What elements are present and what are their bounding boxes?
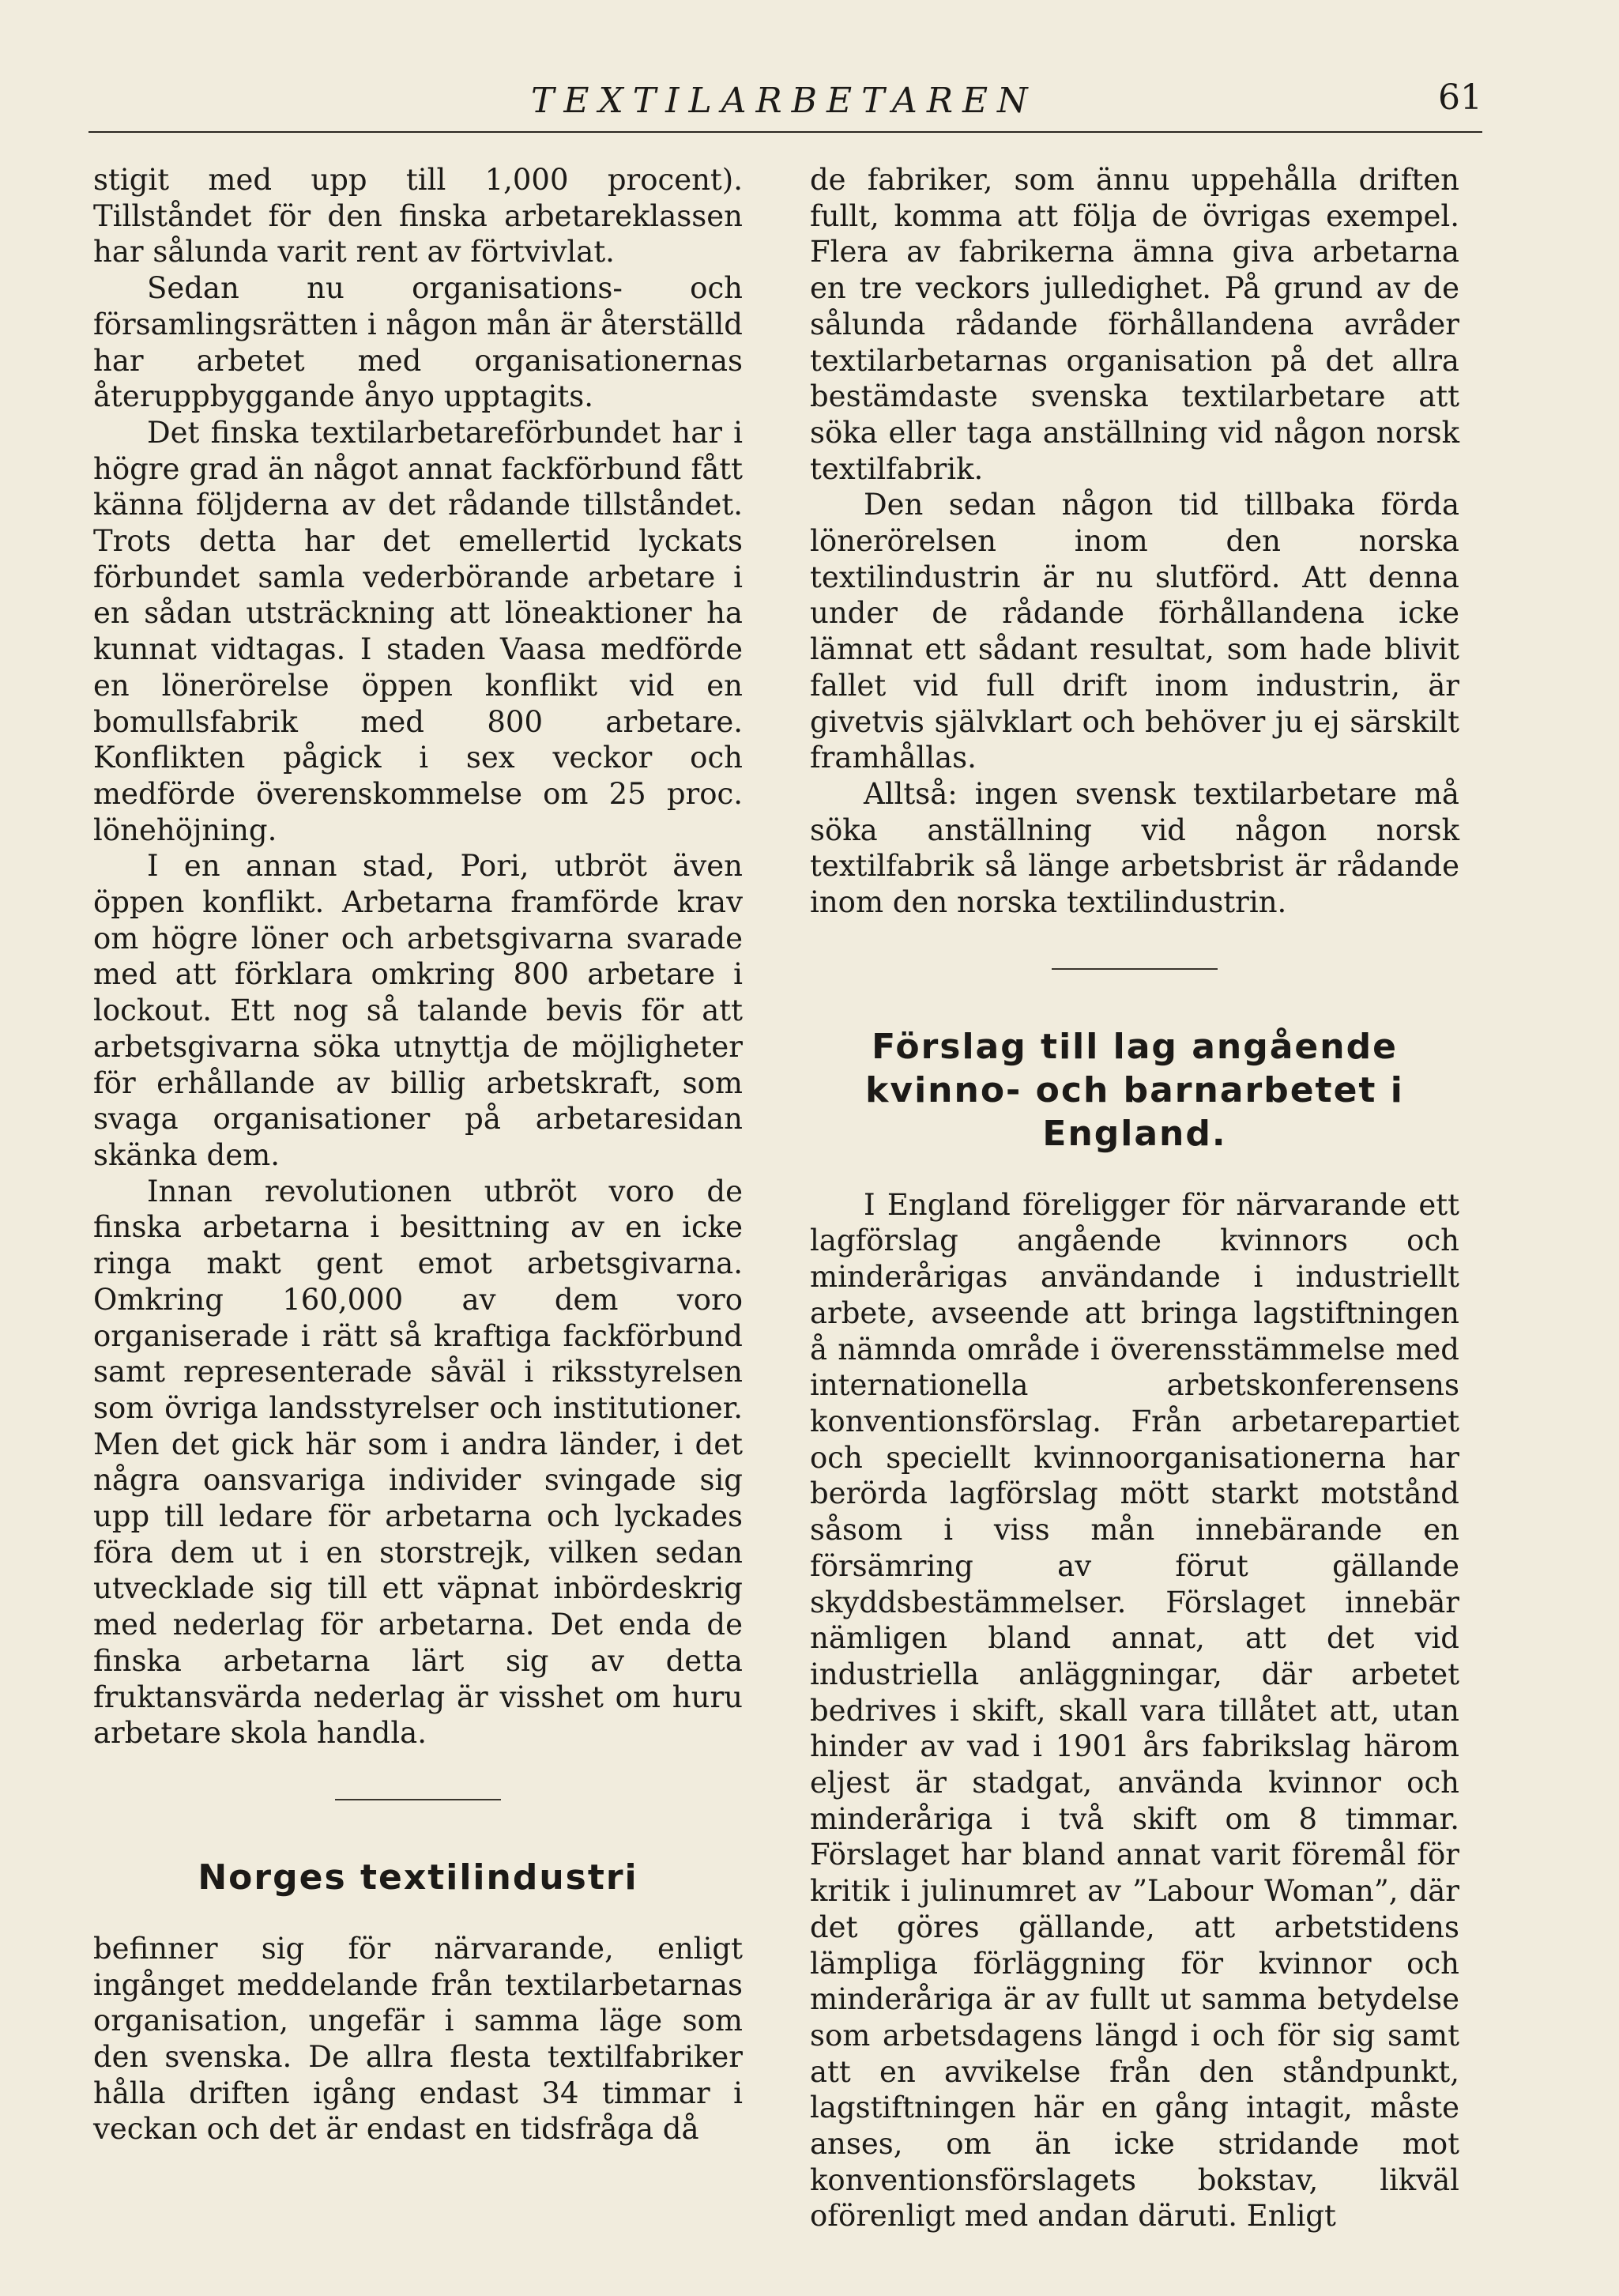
article-heading: Förslag till lag angående kvinno- och barnarbetet i England. [865, 1026, 1404, 1154]
paragraph: de fabriker, som ännu uppehålla driften fullt, komma att följa de övrigas exempel. Flera av fabrikerna ämna giva arbetarna en tre veckors julledighet. På grund av de sålunda rådande förhållandena avråder textilarbetarnas organisation på det allra bestämdaste svenska textilarbetare att söka eller taga anställning vid någon norsk textilfabrik. [810, 163, 1459, 486]
page-header [88, 76, 1482, 136]
section-heading: Norges textilindustri [198, 1857, 638, 1898]
paragraph: befinner sig för närvarande, enligt ingånget meddelande från textilarbetarnas organisation, ungefär i samma läge som den svenska. De allra flesta textilfabriker hålla driften igång endast 34 timmar i veckan och det är endast en tidsfråga då [93, 1931, 743, 2147]
journal-title: TEXTILARBETAREN [531, 81, 1037, 121]
paragraph: Den sedan någon tid tillbaka förda lönerörelsen inom den norska textilindustrin är nu slutförd. Att denna under de rådande förhållandena icke lämnat ett sådant resultat, som hade blivit fallet vid full drift inom industrin, är givetvis självklart och behöver ju ej särskilt framhållas. [810, 488, 1459, 775]
paragraph: I England föreligger för närvarande ett lagförslag angående kvinnors och minderårigas användande i industriellt arbete, avseende att bringa lagstiftningen å nämnda område i överensstämmelse med internationella arbetskonferensens konventionsförslag. Från arbetarepartiet och speciellt kvinnoorganisationerna har berörda lagförslag mött starkt motstånd såsom i viss mån innebärande en försämring av förut gällande skyddsbestämmelser. Förslaget innebär nämligen bland annat, att det vid industriella anläggningar, där arbetet bedrives i skift, skall vara tillåtet att, utan hinder av vad i 1901 års fabrikslag härom eljest är stadgat, använda kvinnor och minderåriga i två skift om 8 timmar. Förslaget har bland annat varit föremål för kritik i julinumret av ”Labour Woman”, där det göres gällande, att arbetstidens lämpliga förläggning för kvinnor och minderåriga är av fullt ut samma betydelse som arbetsdagens längd i och för sig samt att en avvikelse från den ståndpunkt, lagstiftningen här en gång intagit, måste anses, om än icke stridande mot konventionsförslagets bokstav, likväl oförenligt med andan däruti. Enligt [810, 1187, 1459, 2234]
section-divider [335, 1799, 501, 1800]
paragraph: stigit med upp till 1,000 procent). Tillståndet för den finska arbetareklassen har sålunda varit rent av förtvivlat. [93, 163, 743, 270]
right-column [810, 162, 1459, 2234]
paragraph: I en annan stad, Pori, utbröt även öppen konflikt. Arbetarna framförde krav om högre löner och arbetsgivarna svarade med att förklara omkring 800 arbetare i lockout. Ett nog så talande bevis för att arbetsgivarna söka utnyttja de möjligheter för erhållande av billig arbetskraft, som svaga organisationer på arbetaresidan skänka dem. [93, 849, 743, 1172]
page-number: 61 [1438, 77, 1482, 118]
paragraph: Sedan nu organisations- och församlingsrätten i någon mån är återställd har arbetet med organisationernas återuppbyggande ånyo upptagits. [93, 271, 743, 414]
header-rule [88, 131, 1482, 133]
section-divider [1052, 968, 1218, 970]
left-column [93, 162, 743, 2147]
paragraph: Det finska textilarbetareförbundet har i högre grad än något annat fackförbund fått känna följderna av det rådande tillståndet. Trots detta har det emellertid lyckats förbundet samla vederbörande arbetare i en sådan utsträckning att löneaktioner ha kunnat vidtagas. I staden Vaasa medförde en lönerörelse öppen konflikt vid en bomullsfabrik med 800 arbetare. Konflikten pågick i sex veckor och medförde överenskommelse om 25 proc. lönehöjning. [93, 415, 743, 847]
paragraph: Innan revolutionen utbröt voro de finska arbetarna i besittning av en icke ringa makt gent emot arbetsgivarna. Omkring 160,000 av dem voro organiserade i rätt så kraftiga fackförbund samt representerade såväl i riksstyrelsen som övriga landsstyrelser och institutioner. Men det gick här som i andra länder, i det några oansvariga individer svingade sig upp till ledare för arbetarna och lyckades föra dem ut i en storstrejk, vilken sedan utvecklade sig till ett väpnat inbördeskrig med nederlag för arbetarna. Det enda de finska arbetarna lärt sig av detta fruktansvärda nederlag är visshet om huru arbetare skola handla. [93, 1174, 743, 1751]
paragraph: Alltså: ingen svensk textilarbetare må söka anställning vid någon norsk textilfabrik så länge arbetsbrist är rådande inom den norska textilindustrin. [810, 776, 1459, 920]
